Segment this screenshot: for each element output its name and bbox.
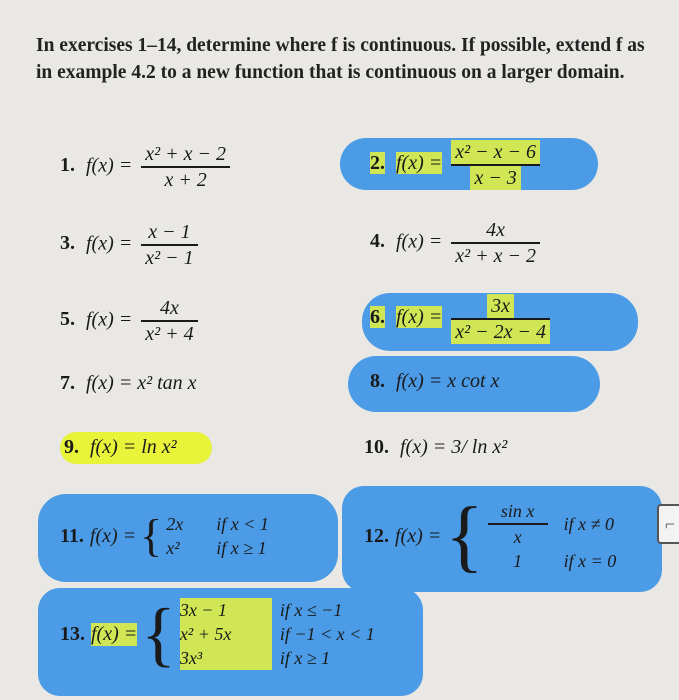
page-corner-icon: ⌐ [657,504,679,544]
exercise-1: 1. f(x) = $\frac{\text{x² + x − 2}}{x + 2}$ [60,142,234,192]
exercise-3: 3. f(x) = $\frac{x - 1}{\text{x² − 1}}$ [60,220,202,270]
instructions: In exercises 1–14, determine where f is continuous. If possible, extend f as in example 4.2 to a new function that is continuous on a larger domain. [36,35,645,83]
exercise-9: 9. f(x) = ln x² [64,436,177,458]
exercise-11: 11. f(x) = { 2x if x < 1 x² if x ≥ 1 [60,510,269,561]
exercise-6: 6. f(x) = $\frac{3x}{\text{x² − 2x − 4}}$ [370,294,554,344]
exercise-4: 4. f(x) = $\frac{4x}{\text{x² + x − 2}}$ [370,218,544,268]
exercise-13: 13. f(x) = { 3x − 1 if x ≤ −1 x² + 5x if −1 < x < 1 3x³ if x ≥ 1 [60,594,375,674]
exercise-2: 2. f(x) = $\frac{\text{x² − x − 6}}{x - 3}$ [370,140,544,190]
exercise-7: 7. f(x) = x² tan x [60,372,197,394]
exercise-12: 12. f(x) = { $\frac{\text{sin x}}{x}$ if x ≠ 0 1 if x = 0 [364,492,617,580]
exercise-8: 8. f(x) = x cot x [370,370,500,392]
exercise-5: 5. f(x) = $\frac{4x}{\text{x² + 4}}$ [60,296,202,346]
exercise-10: 10. f(x) = 3/ ln x² [364,436,508,458]
